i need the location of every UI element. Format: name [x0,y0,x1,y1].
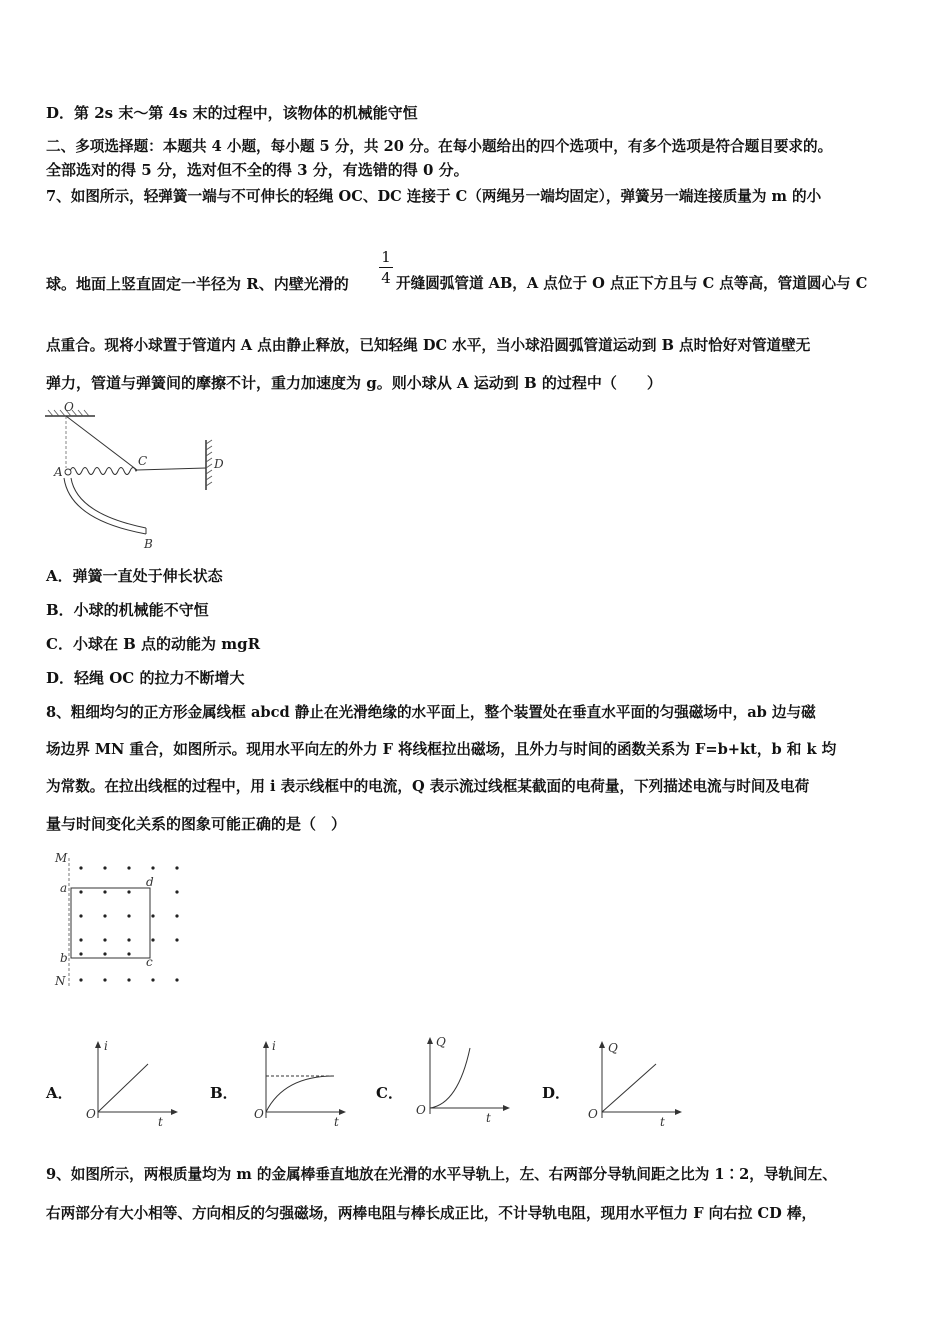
section2-line1: 二、多项选择题：本题共 4 小题，每小题 5 分，共 20 分。在每小题给出的四个选项中，有多个选项是符合题目要求的。 [46,138,833,155]
label-b: b [60,951,68,965]
label-N: N [55,974,66,988]
q7-option-b: B．小球的机械能不守恒 [46,601,209,619]
q7-line3: 点重合。现将小球置于管道内 A 点由静止释放，已知轻绳 DC 水平，当小球沿圆弧管道运动到 B 点时恰好对管道壁无 [46,337,811,354]
q8-line2: 场边界 MN 重合，如图所示。现用水平向左的外力 F 将线框拉出磁场，且外力与时间的函数关系为 F=b+kt，b 和 k 均 [46,741,837,758]
label-C: C [138,454,148,468]
graph-a [82,1038,182,1128]
graph-d-origin: O [588,1107,598,1121]
graph-d-xaxis: t [660,1115,665,1129]
graph-b-origin: O [254,1107,264,1121]
label-B: B [144,537,153,551]
q7-line4: 弹力，管道与弹簧间的摩擦不计，重力加速度为 g。则小球从 A 运动到 B 的过程中（ ） [46,374,662,392]
q7-option-c: C．小球在 B 点的动能为 mgR [46,635,261,653]
q9-line1: 9、如图所示，两根质量均为 m 的金属棒垂直地放在光滑的水平导轨上，左、右两部分导轨间距之比为 1∶2，导轨间左、 [46,1166,837,1183]
graph-a-yaxis: i [104,1039,108,1053]
field-dots [79,866,178,981]
q8-line3: 为常数。在拉出线框的过程中，用 i 表示线框中的电流，Q 表示流过线框某截面的电荷量，下列描述电流与时间及电荷 [46,778,810,795]
label-D: D [214,457,224,471]
label-c: c [146,955,153,969]
q8-figure [50,848,200,993]
graph-b-letter: B． [210,1084,238,1102]
graph-b-xaxis: t [334,1115,339,1129]
label-d: d [146,875,154,889]
q7-figure [40,400,240,550]
label-O: O [64,400,74,414]
graph-d-yaxis: Q [608,1041,618,1055]
q6-option-d: D．第 2s 末～第 4s 末的过程中，该物体的机械能守恒 [46,104,418,122]
graph-c-origin: O [416,1103,426,1117]
label-A: A [54,465,63,479]
q7-line2b: 开缝圆弧管道 AB，A 点位于 O 点正下方且与 C 点等高，管道圆心与 C [396,275,868,292]
graph-a-letter: A． [46,1084,73,1102]
section2-line2: 全部选对的得 5 分，选对但不全的得 3 分，有选错的得 0 分。 [46,161,469,179]
q8-line4: 量与时间变化关系的图象可能正确的是（ ） [46,815,347,833]
q7-option-d: D．轻绳 OC 的拉力不断增大 [46,669,245,687]
graph-b [250,1038,350,1128]
q7-option-a: A．弹簧一直处于伸长状态 [46,567,223,585]
graph-b-yaxis: i [272,1039,276,1053]
graph-a-xaxis: t [158,1115,163,1129]
graph-c [414,1034,514,1124]
label-a: a [60,881,68,895]
frac-denominator: 4 [381,269,391,287]
graph-c-letter: C． [376,1084,403,1102]
q7-line1: 7、如图所示，轻弹簧一端与不可伸长的轻绳 OC、DC 连接于 C（两绳另一端均固定），弹簧另一端连接质量为 m 的小 [46,188,822,205]
q8-line1: 8、粗细均匀的正方形金属线框 abcd 静止在光滑绝缘的水平面上，整个装置处在垂直水平面的匀强磁场中，ab 边与磁 [46,704,816,721]
graph-c-yaxis: Q [436,1035,446,1049]
label-M: M [55,851,68,865]
graph-d [586,1038,686,1128]
q7-fraction [379,248,393,287]
q9-line2: 右两部分有大小相等、方向相反的匀强磁场，两棒电阻与棒长成正比，不计导轨电阻，现用水平恒力 F 向右拉 CD 棒， [46,1205,817,1222]
graph-d-letter: D． [542,1084,571,1102]
graph-c-xaxis: t [486,1111,491,1125]
graph-a-origin: O [86,1107,96,1121]
q7-line2a: 球。地面上竖直固定一半径为 R、内壁光滑的 [46,275,349,293]
frac-numerator: 1 [381,248,391,266]
